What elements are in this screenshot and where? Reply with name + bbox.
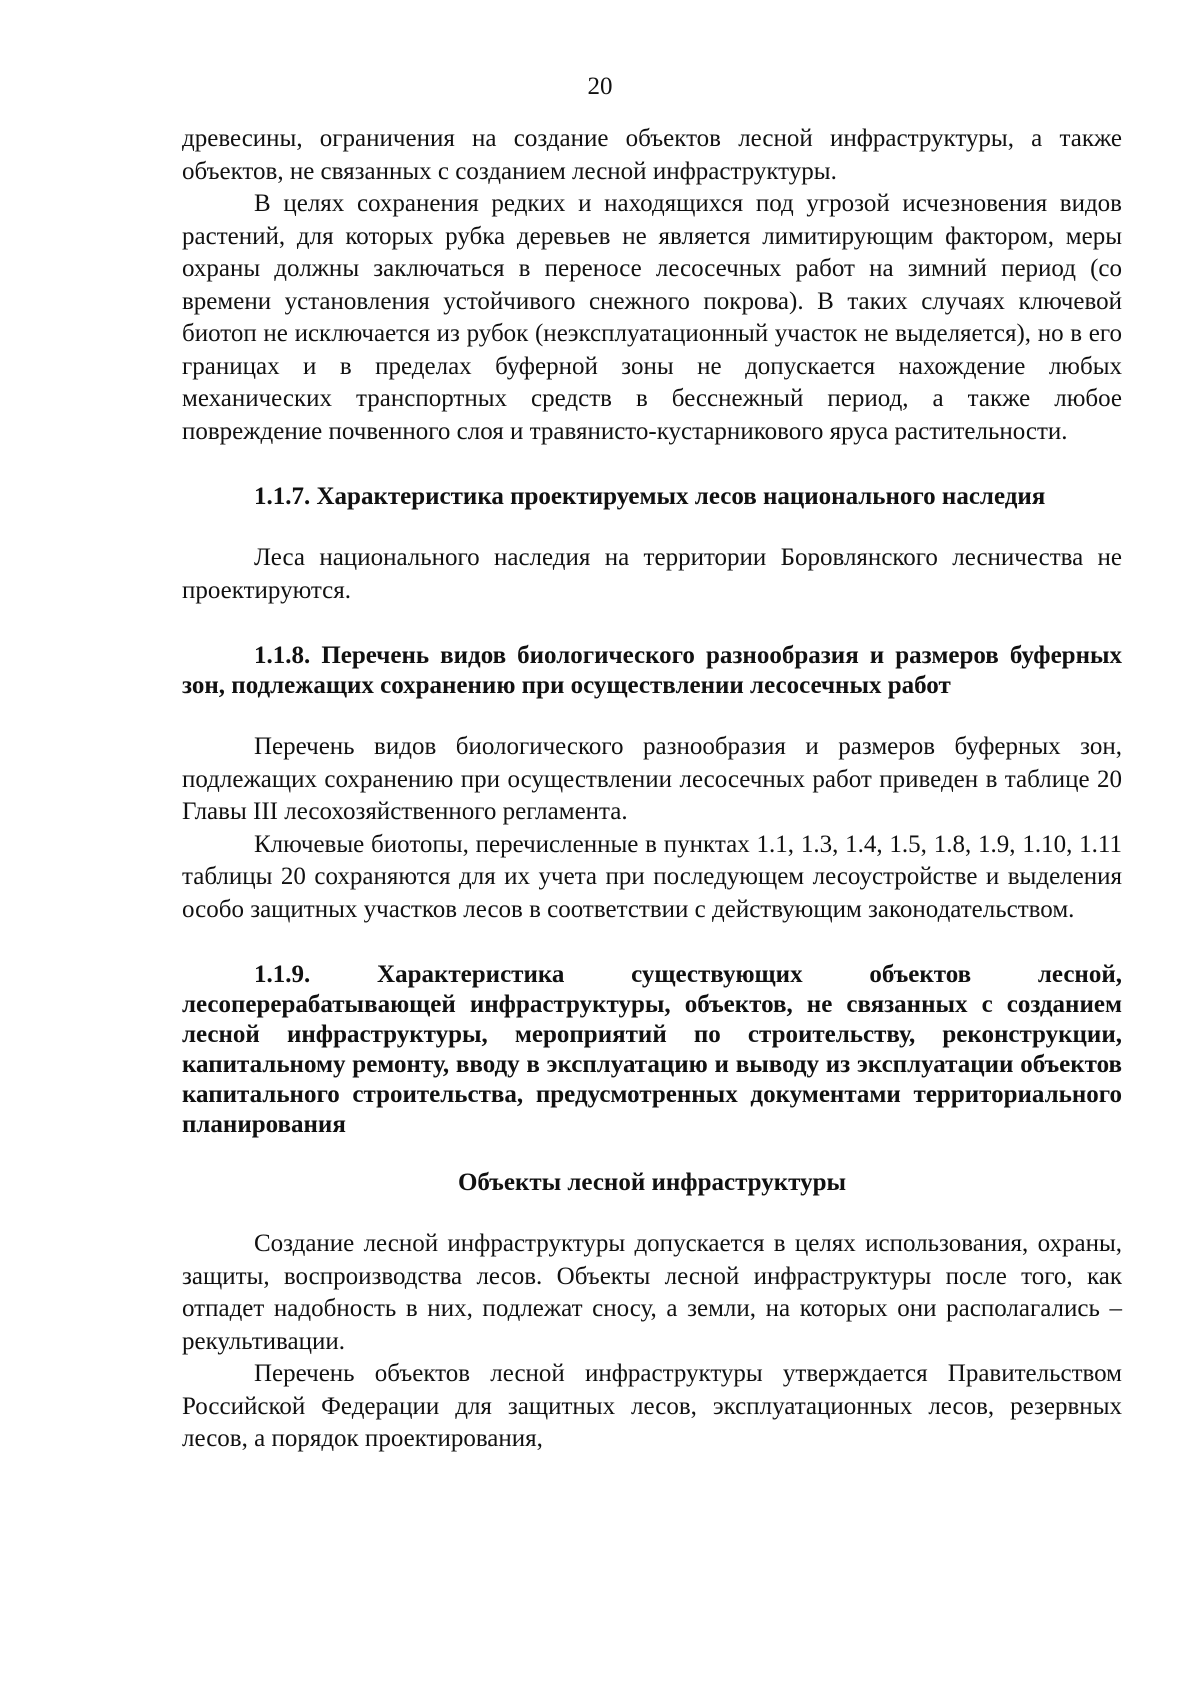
section-heading-1-1-8: 1.1.8. Перечень видов биологического разнообразия и размеров буферных зон, подлежащих сохранению при осуществлении лесосечных работ [182, 642, 1122, 699]
subsection-heading-forest-infrastructure: Объекты лесной инфраструктуры [457, 1169, 847, 1196]
paragraph-continuation: древесины, ограничения на создание объектов лесной инфраструктуры, а также объектов, не связанных с созданием лесной инфраструктуры. [182, 125, 1122, 185]
paragraph-key-biotopes: Ключевые биотопы, перечисленные в пунктах 1.1, 1.3, 1.4, 1.5, 1.8, 1.9, 1.10, 1.11 таблицы 20 сохраняются для их учета при последующем лесоустройстве и выделения особо защитных участков лесов в соответствии с действующим законодательством. [182, 830, 1122, 923]
paragraph-infrastructure-creation: Создание лесной инфраструктуры допускается в целях использования, охраны, защиты, воспроизводства лесов. Объекты лесной инфраструктуры после того, как отпадет надобность в них, подлежат сносу, а земли, на которых они располагались – рекультивации. [182, 1230, 1122, 1355]
page-number: 20 [587, 73, 613, 100]
section-heading-1-1-9: 1.1.9. Характеристика существующих объектов лесной, лесоперерабатывающей инфраструктуры, объектов, не связанных с созданием лесной инфраструктуры, мероприятий по строительству, реконструкции, капитальному ремонту, вводу в эксплуатацию и выводу из эксплуатации объектов капитального строительства, предусмотренных документами территориального планирования [182, 961, 1122, 1138]
paragraph-biodiversity-list: Перечень видов биологического разнообразия и размеров буферных зон, подлежащих сохранению при осуществлении лесосечных работ приведен в таблице 20 Главы III лесохозяйственного регламента. [182, 733, 1122, 825]
paragraph-infrastructure-approval: Перечень объектов лесной инфраструктуры утверждается Правительством Российской Федерации для защитных лесов, эксплуатационных лесов, резервных лесов, а порядок проектирования, [182, 1360, 1122, 1452]
page-body [182, 123, 1122, 1456]
paragraph-national-heritage-forests: Леса национального наследия на территории Боровлянского лесничества не проектируются. [182, 544, 1122, 604]
section-heading-1-1-7: 1.1.7. Характеристика проектируемых лесов национального наследия [254, 483, 1046, 510]
paragraph-rare-species-protection: В целях сохранения редких и находящихся под угрозой исчезновения видов растений, для которых рубка деревьев не является лимитирующим фактором, меры охраны должны заключаться в переносе лесосечных работ на зимний период (со времени установления устойчивого снежного покрова). В таких случаях ключевой биотоп не исключается из рубок (неэксплуатационный участок не выделяется), но в его границах и в пределах буферной зоны не допускается нахождение любых механических транспортных средств в бесснежный период, а также любое повреждение почвенного слоя и травянисто-кустарникового яруса растительности. [182, 190, 1122, 445]
